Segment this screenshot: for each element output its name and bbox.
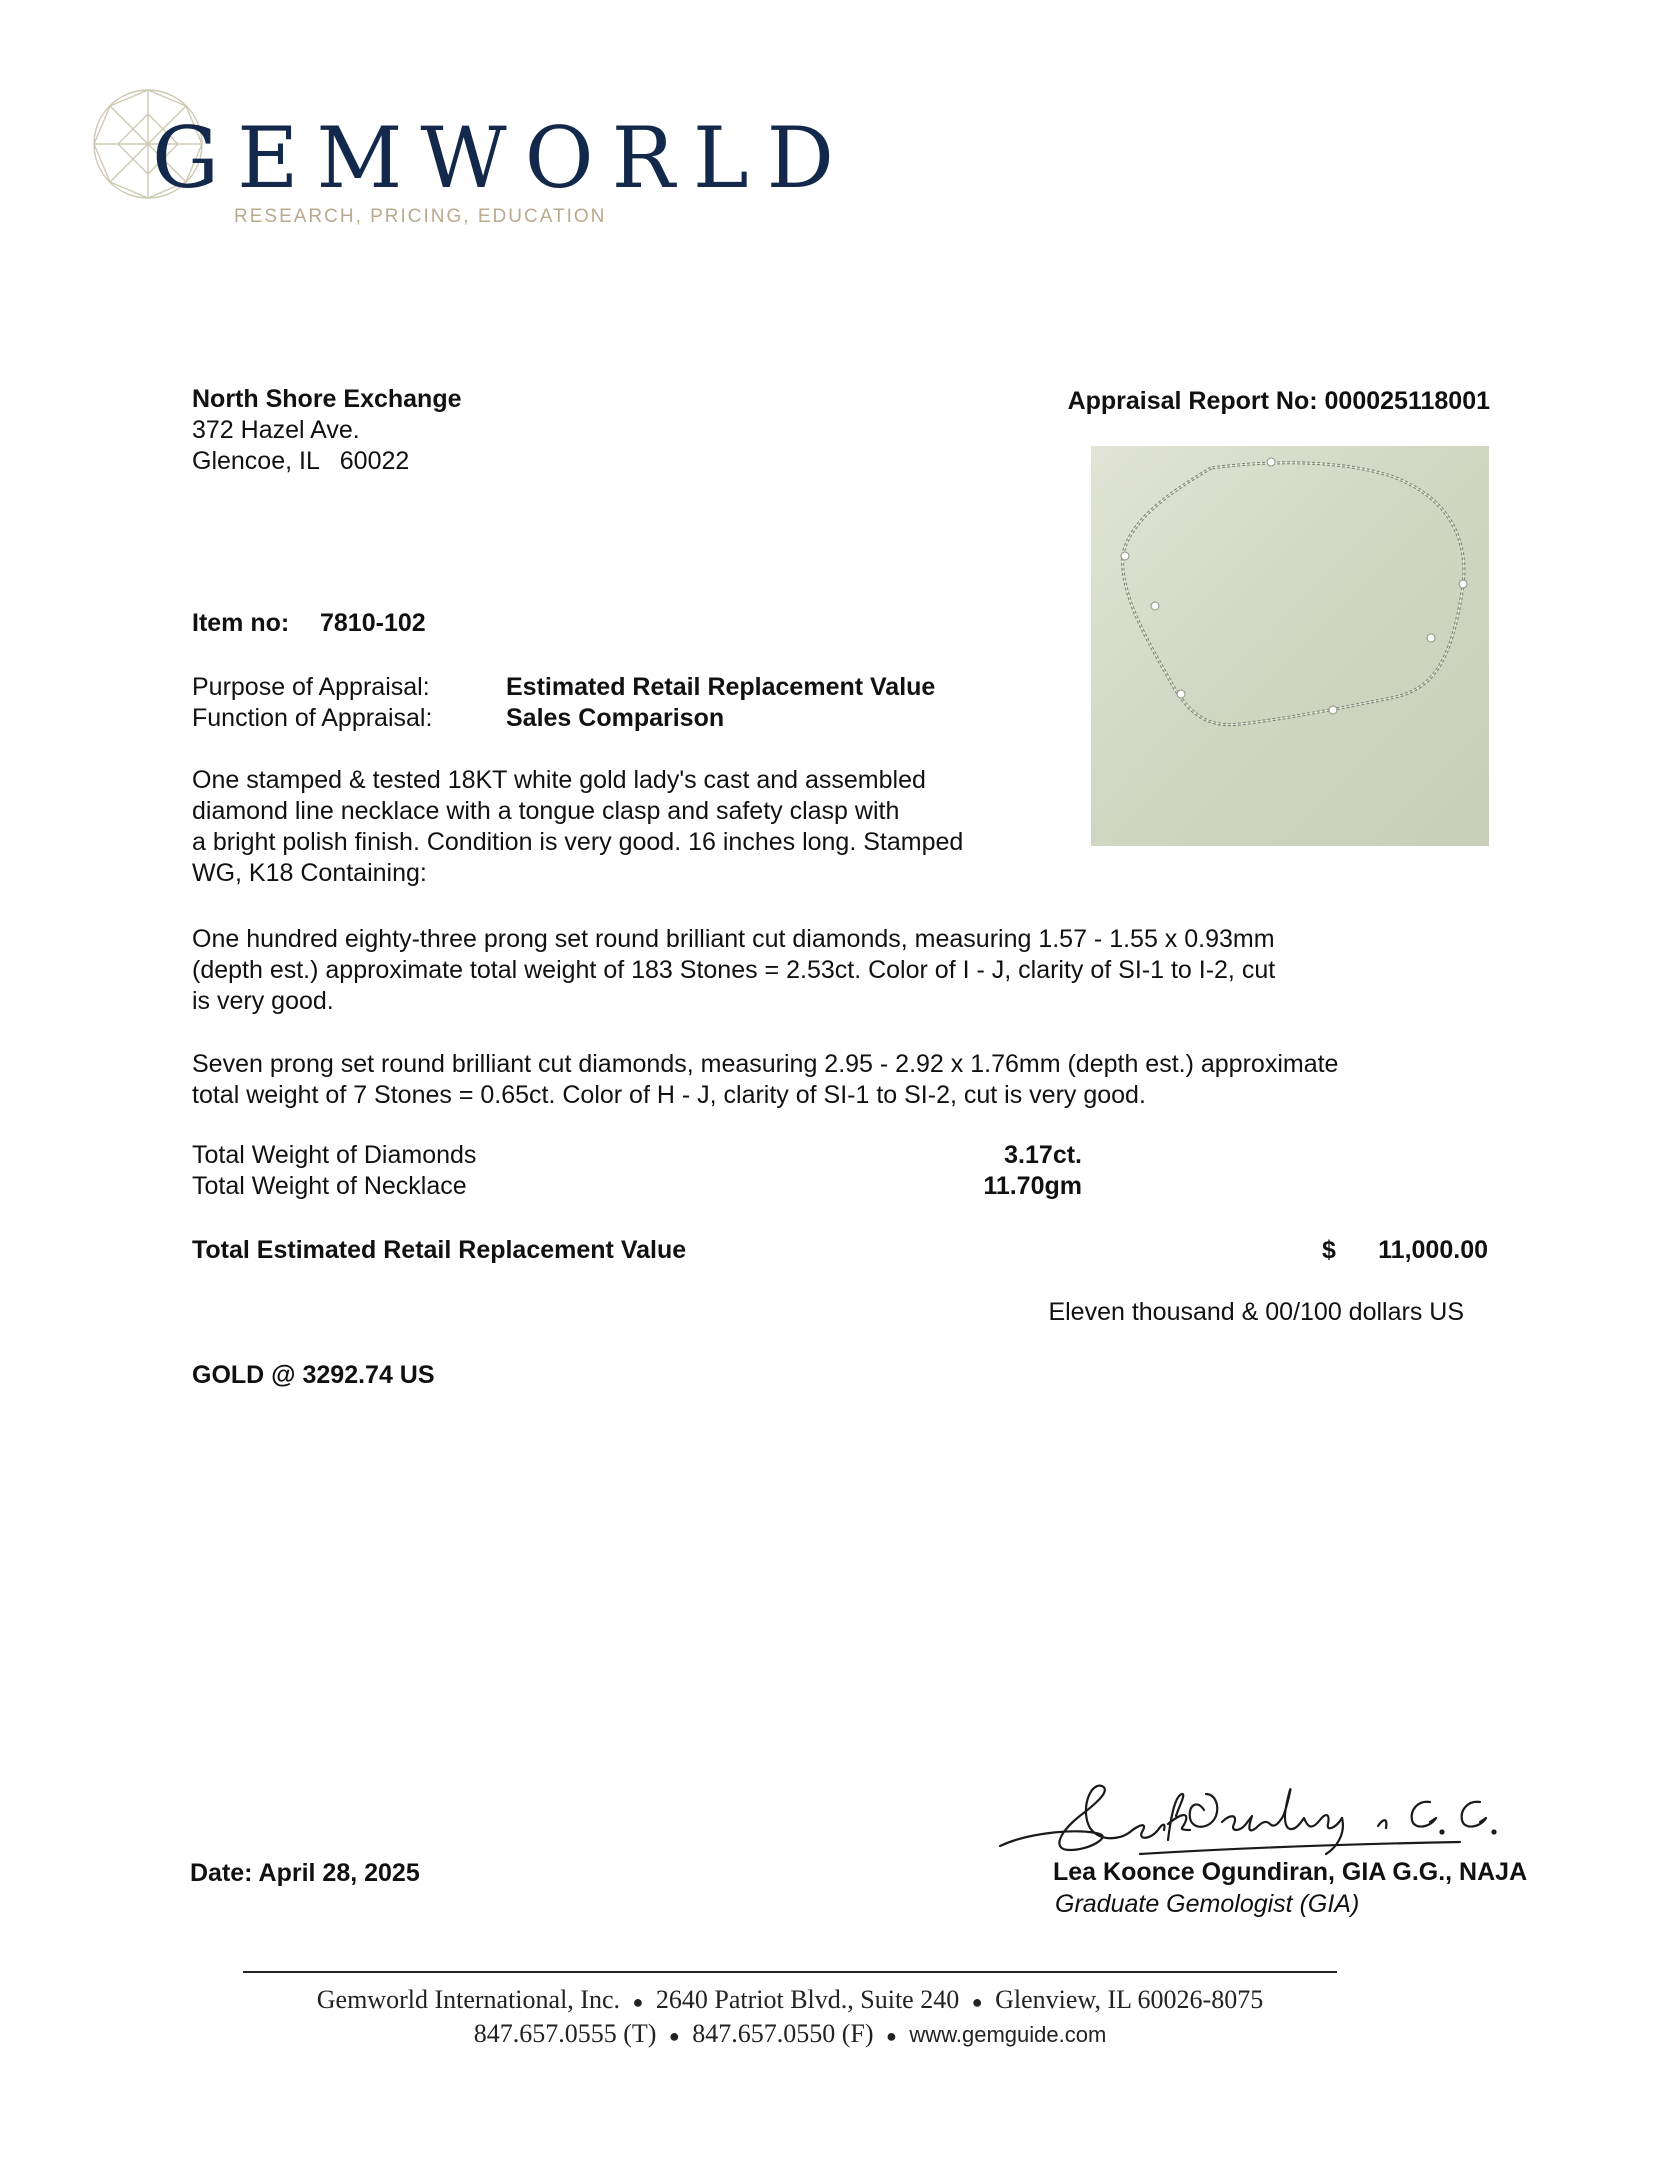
bullet-icon: ● xyxy=(886,2026,897,2046)
purpose-label: Purpose of Appraisal: xyxy=(192,673,430,701)
purpose-value: Estimated Retail Replacement Value xyxy=(506,673,936,701)
gold-price: GOLD @ 3292.74 US xyxy=(192,1361,435,1389)
item-label: Item no: xyxy=(192,609,290,637)
total-value-words: Eleven thousand & 00/100 dollars US xyxy=(1048,1298,1464,1326)
total-value-label: Total Estimated Retail Replacement Value xyxy=(192,1236,687,1264)
footer-divider xyxy=(243,1971,1337,1973)
gemworld-tagline: RESEARCH, PRICING, EDUCATION xyxy=(234,206,607,227)
diamonds-weight-value: 3.17ct. xyxy=(1004,1141,1082,1169)
appraiser-name: Lea Koonce Ogundiran, GIA G.G., NAJA xyxy=(1053,1858,1528,1886)
total-value-amount: 11,000.00 xyxy=(1378,1236,1488,1264)
item-number: 7810-102 xyxy=(320,609,426,637)
client-address: 372 Hazel Ave. xyxy=(192,416,360,444)
necklace-photo xyxy=(1091,446,1489,846)
report-number: Appraisal Report No: 000025118001 xyxy=(1067,387,1490,415)
total-value-currency: $ xyxy=(1322,1236,1336,1264)
necklace-weight-value: 11.70gm xyxy=(983,1172,1082,1200)
client-city: Glencoe, IL 60022 xyxy=(192,447,410,475)
footer-company: Gemworld International, Inc. xyxy=(316,1985,620,2014)
footer-city: Glenview, IL 60026-8075 xyxy=(995,1985,1264,2014)
bullet-icon: ● xyxy=(971,1992,983,2012)
client-name: North Shore Exchange xyxy=(192,385,462,413)
stones-description-2: Seven prong set round brilliant cut diamonds, measuring 2.95 - 2.92 x 1.76mm (depth est.) approximate total weight of 7 Stones = 0.65ct. Color of H - J, clarity of SI-1 to SI-2, cut is very good. xyxy=(192,1050,1339,1109)
appraisal-date: Date: April 28, 2025 xyxy=(190,1859,420,1887)
footer-phone: 847.657.0555 (T) xyxy=(473,2019,657,2048)
footer-fax: 847.657.0550 (F) xyxy=(692,2019,874,2048)
item-description: One stamped & tested 18KT white gold lady's cast and assembled diamond line necklace with a tongue clasp and safety clasp with a bright polish finish. Condition is very good. 16 inches long. Stamped WG, K18 Containing: xyxy=(192,766,964,887)
bullet-icon: ● xyxy=(632,1992,644,2012)
footer-address-line xyxy=(243,1984,1337,2018)
function-label: Function of Appraisal: xyxy=(192,704,433,732)
diamonds-weight-label: Total Weight of Diamonds xyxy=(192,1141,477,1169)
footer-contact-line xyxy=(243,2018,1337,2052)
gemworld-wordmark: GEMWORLD xyxy=(152,109,853,207)
stones-description-1: One hundred eighty-three prong set round brilliant cut diamonds, measuring 1.57 - 1.55 x 0.93mm (depth est.) approximate total weight of 183 Stones = 2.53ct. Color of I - J, clarity of SI-1 to I-2, cut is very good. xyxy=(192,925,1276,1015)
necklace-weight-label: Total Weight of Necklace xyxy=(192,1172,467,1200)
appraiser-title: Graduate Gemologist (GIA) xyxy=(1055,1890,1360,1918)
footer-website-link[interactable]: www.gemguide.com xyxy=(909,2022,1107,2047)
function-value: Sales Comparison xyxy=(506,704,725,732)
footer-address: 2640 Patriot Blvd., Suite 240 xyxy=(655,1985,960,2014)
bullet-icon: ● xyxy=(668,2026,680,2046)
